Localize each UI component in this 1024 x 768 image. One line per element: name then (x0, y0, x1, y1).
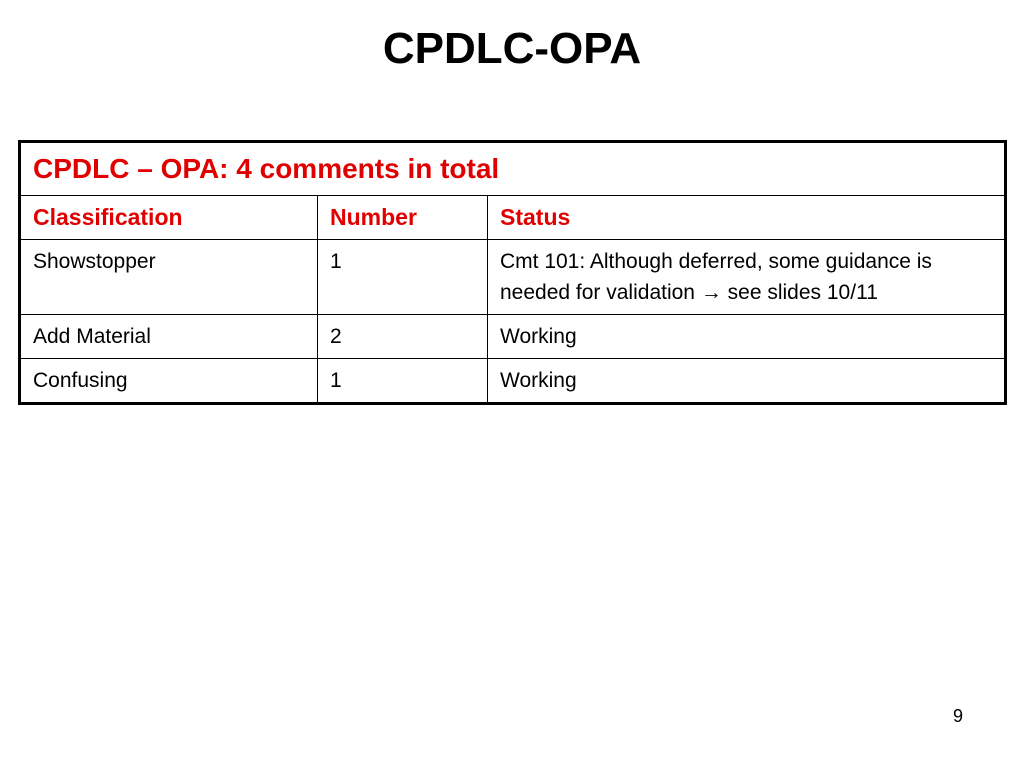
slide-title: CPDLC-OPA (382, 24, 642, 73)
table-caption-row (20, 142, 1006, 196)
table-row (20, 359, 1006, 404)
status-text: Cmt 101: Although deferred, some guidance is needed for validation (500, 250, 932, 304)
table-header-row (20, 196, 1006, 240)
cell-classification: Confusing (20, 359, 318, 404)
table-row (20, 240, 1006, 315)
cell-number: 1 (318, 359, 488, 404)
header-status: Status (488, 196, 1006, 240)
page-number: 9 (952, 706, 963, 726)
comments-table (18, 140, 1007, 405)
header-classification: Classification (20, 196, 318, 240)
cell-number: 1 (318, 240, 488, 315)
table-row (20, 315, 1006, 359)
cell-number: 2 (318, 315, 488, 359)
comments-table-container (18, 140, 1006, 405)
cell-classification: Showstopper (20, 240, 318, 315)
status-text-after: see slides 10/11 (721, 281, 878, 304)
header-number: Number (318, 196, 488, 240)
cell-status (488, 240, 1006, 315)
cell-status: Working (488, 315, 1006, 359)
table-caption: CPDLC – OPA: 4 comments in total (20, 142, 1006, 196)
right-arrow-icon: → (700, 281, 722, 304)
cell-classification: Add Material (20, 315, 318, 359)
cell-status: Working (488, 359, 1006, 404)
